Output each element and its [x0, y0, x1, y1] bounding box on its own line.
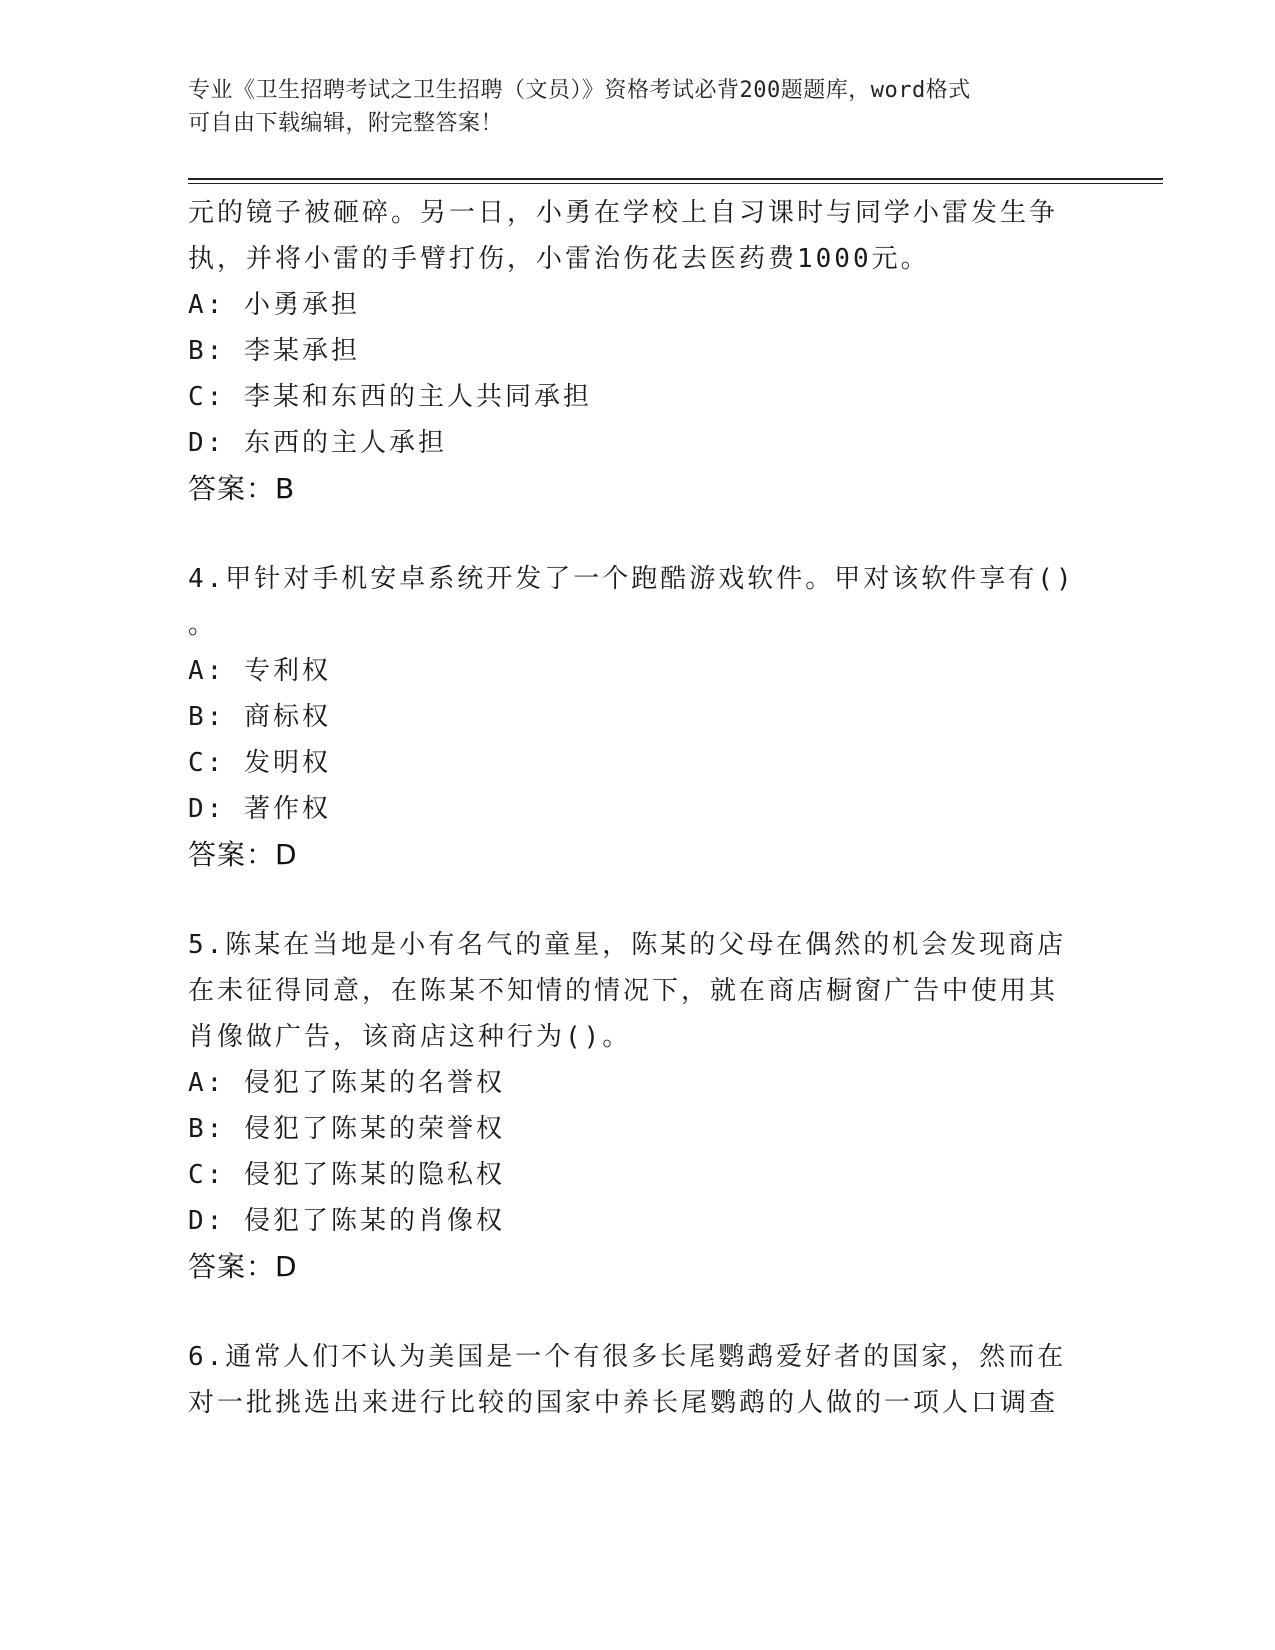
- question-6: [188, 1334, 1088, 1426]
- spacer: [188, 878, 1088, 922]
- header-line-1: 专业《卫生招聘考试之卫生招聘（文员）》资格考试必背200题题库，word格式: [188, 78, 971, 103]
- option-c: C: 发明权: [188, 748, 331, 778]
- question-text-line: 元的镜子被砸碎。另一日，小勇在学校上自习课时与同学小雷发生争: [188, 198, 1059, 228]
- answer-label: 答案：B: [188, 472, 296, 505]
- answer-label: 答案：D: [188, 1250, 298, 1283]
- header-divider-thick: [188, 178, 1163, 180]
- option-a: A: 小勇承担: [188, 290, 360, 320]
- option-c: C: 侵犯了陈某的隐私权: [188, 1160, 505, 1190]
- question-text-line: 5.陈某在当地是小有名气的童星，陈某的父母在偶然的机会发现商店: [188, 930, 1067, 960]
- question-text-line: 对一批挑选出来进行比较的国家中养长尾鹦鹉的人做的一项人口调查: [188, 1388, 1059, 1418]
- question-content: [188, 190, 1088, 1426]
- option-a: A: 侵犯了陈某的名誉权: [188, 1068, 505, 1098]
- spacer: [188, 1290, 1088, 1334]
- header-divider-thin: [188, 183, 1163, 184]
- question-text-line: 6.通常人们不认为美国是一个有很多长尾鹦鹉爱好者的国家，然而在: [188, 1342, 1067, 1372]
- question-text-line: 。: [188, 610, 218, 640]
- document-header: [188, 74, 1068, 140]
- option-c: C: 李某和东西的主人共同承担: [188, 382, 592, 412]
- question-4: [188, 556, 1088, 878]
- spacer: [188, 512, 1088, 556]
- question-3-continued: [188, 190, 1088, 512]
- header-line-2: 可自由下载编辑，附完整答案！: [188, 111, 504, 136]
- option-a: A: 专利权: [188, 656, 331, 686]
- question-text-line: 在未征得同意，在陈某不知情的情况下，就在商店橱窗广告中使用其: [188, 976, 1059, 1006]
- answer-label: 答案：D: [188, 838, 298, 871]
- option-d: D: 侵犯了陈某的肖像权: [188, 1206, 505, 1236]
- option-b: B: 李某承担: [188, 336, 360, 366]
- question-text-line: 执，并将小雷的手臂打伤，小雷治伤花去医药费1000元。: [188, 244, 930, 274]
- option-b: B: 商标权: [188, 702, 331, 732]
- option-b: B: 侵犯了陈某的荣誉权: [188, 1114, 505, 1144]
- option-d: D: 东西的主人承担: [188, 428, 447, 458]
- question-5: [188, 922, 1088, 1290]
- question-text-line: 4.甲针对手机安卓系统开发了一个跑酷游戏软件。甲对该软件享有(): [188, 564, 1075, 594]
- option-d: D: 著作权: [188, 794, 331, 824]
- question-text-line: 肖像做广告，该商店这种行为()。: [188, 1022, 632, 1052]
